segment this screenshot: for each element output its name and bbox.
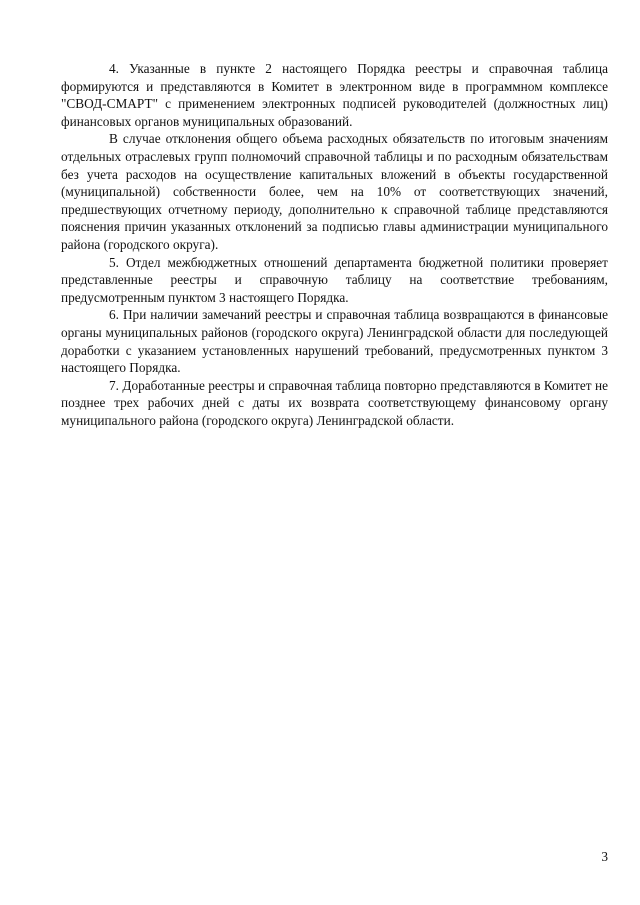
page-number: 3 (601, 849, 608, 864)
paragraph-item-6: 6. При наличии замечаний реестры и справочная таблица возвращаются в финансовые органы муниципальных районов (городского округа) Ленинградской области для последующей доработки с указанием установленных нарушений требований, предусмотренных пунктом 3 настоящего Порядка. (61, 307, 608, 376)
document-body (61, 60, 608, 429)
paragraph-item-5: 5. Отдел межбюджетных отношений департамента бюджетной политики проверяет представленные реестры и справочную таблицу на соответствие требованиям, предусмотренным пунктом 3 настоящего Порядка. (61, 254, 608, 305)
paragraph-item-4: 4. Указанные в пункте 2 настоящего Порядка реестры и справочная таблица формируются и представляются в Комитет в электронном виде в программном комплексе "СВОД-СМАРТ" с применением электронных подписей руководителей (должностных лиц) финансовых органов муниципальных образований. (61, 61, 608, 129)
paragraph-deviation-explanation: В случае отклонения общего объема расходных обязательств по итоговым значениям отдельных отраслевых групп полномочий справочной таблицы и по расходным обязательствам без учета расходов на осуществление капитальных вложений в объекты государственной (муниципальной) собственности более, чем на 10% от соответствующих значений, предшествующих отчетному периоду, дополнительно к справочной таблице представляются пояснения причин указанных отклонений за подписью главы администрации муниципального района (городского округа). (61, 131, 608, 252)
paragraph-item-7: 7. Доработанные реестры и справочная таблица повторно представляются в Комитет не позднее трех рабочих дней с даты их возврата соответствующему финансовому органу муниципального района (городского округа) Ленинградской области. (61, 377, 608, 428)
